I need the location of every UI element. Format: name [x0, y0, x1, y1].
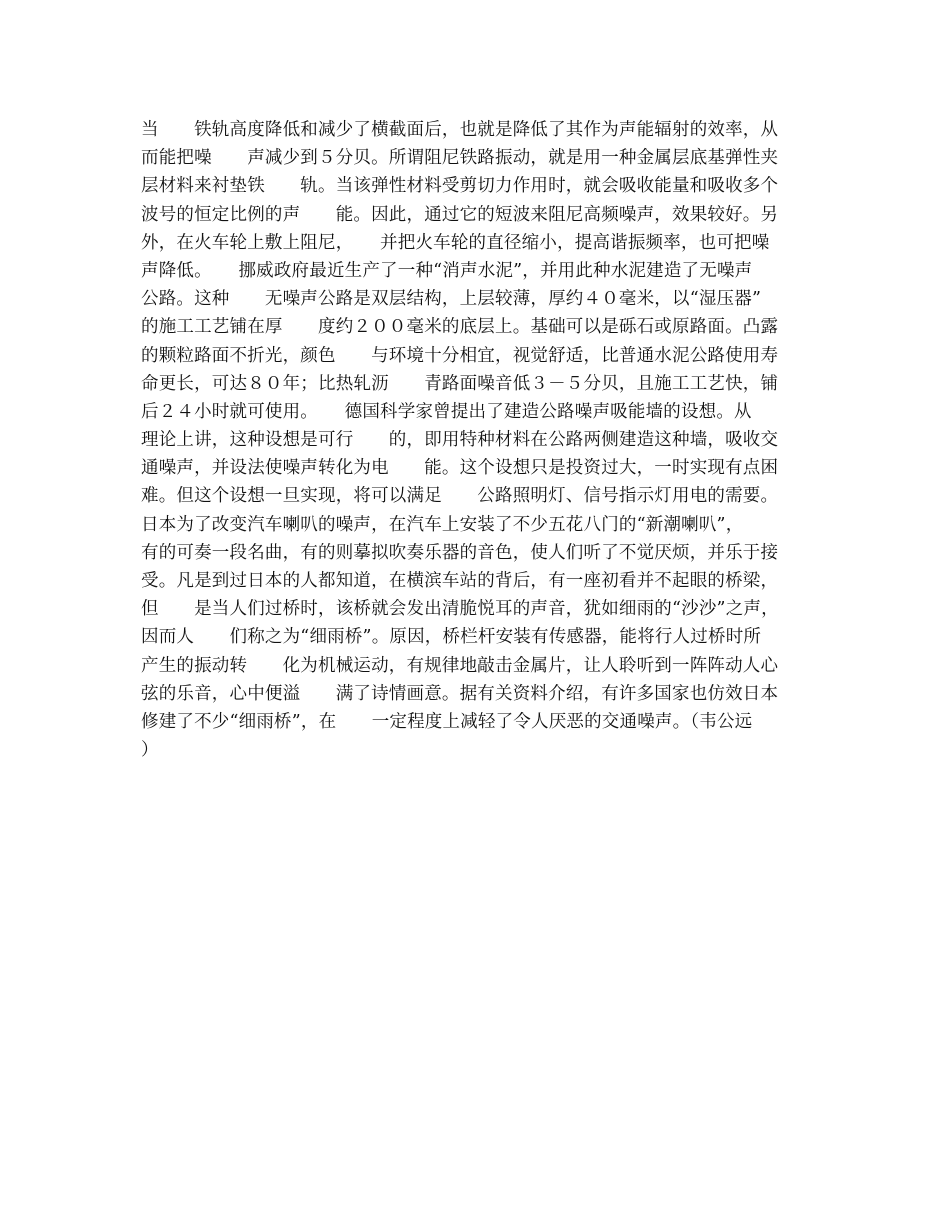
article-body [141, 116, 831, 764]
text-line: 因而人 们称之为“细雨桥”。原因，桥栏杆安装有传感器，能将行人过桥时所 [141, 627, 762, 648]
text-line: 修建了不少“细雨桥”，在 一定程度上减轻了令人厌恶的交通噪声。（韦公远 [141, 711, 753, 732]
text-line: 后２４小时就可使用。 德国科学家曾提出了建造公路噪声吸能墙的设想。从 [141, 401, 752, 422]
text-line: 波号的恒定比例的声 能。因此，通过它的短波来阻尼高频噪声，效果较好。另 [141, 204, 779, 225]
text-line: 理论上讲，这种设想是可行 的，即用特种材料在公路两侧建造这种墙，吸收交 [141, 430, 779, 451]
text-line: 弦的乐音，心中便溢 满了诗情画意。据有关资料介绍，有许多国家也仿效日本 [141, 683, 779, 704]
text-line: 产生的振动转 化为机械运动，有规律地敲击金属片，让人聆听到一阵阵动人心 [141, 655, 779, 676]
text-line: 而能把噪 声减少到５分贝。所谓阻尼铁路振动，就是用一种金属层底基弹性夹 [141, 148, 779, 169]
text-line: 日本为了改变汽车喇叭的噪声，在汽车上安装了不少五花八门的“新潮喇叭”， [141, 514, 744, 535]
text-line: 公路。这种 无噪声公路是双层结构，上层较薄，厚约４０毫米，以“湿压器” [141, 289, 762, 310]
text-line: 外，在火车轮上敷上阻尼， 并把火车轮的直径缩小，提高谐振频率，也可把噪 [141, 232, 770, 253]
text-line: 的施工工艺铺在厚 度约２００毫米的底层上。基础可以是砾石或原路面。凸露 [141, 317, 779, 338]
text-line: 当 铁轨高度降低和减少了横截面后，也就是降低了其作为声能辐射的效率，从 [141, 120, 779, 140]
text-line: ） [141, 740, 159, 761]
text-line: 层材料来衬垫铁 轨。当该弹性材料受剪切力作用时，就会吸收能量和吸收多个 [141, 176, 779, 197]
text-line: 难。但这个设想一旦实现，将可以满足 公路照明灯、信号指示灯用电的需要。 [141, 486, 779, 507]
text-line: 声降低。 挪威政府最近生产了一种“消声水泥”，并用此种水泥建造了无噪声 [141, 260, 753, 281]
text-line: 通噪声，并设法使噪声转化为电 能。这个设想只是投资过大，一时实现有点困 [141, 458, 779, 479]
text-line: 受。凡是到过日本的人都知道，在横滨车站的背后，有一座初看并不起眼的桥梁， [141, 571, 779, 591]
text-line: 的颗粒路面不折光，颜色 与环境十分相宜，视觉舒适，比普通水泥公路使用寿 [141, 345, 779, 366]
text-line: 但 是当人们过桥时，该桥就会发出清脆悦耳的声音，犹如细雨的“沙沙”之声， [141, 599, 779, 620]
text-line: 有的可奏一段名曲，有的则摹拟吹奏乐器的音色，使人们听了不觉厌烦，并乐于接 [141, 542, 779, 563]
text-line: 命更长，可达８０年；比热轧沥 青路面噪音低３－５分贝，且施工工艺快，铺 [141, 373, 779, 394]
